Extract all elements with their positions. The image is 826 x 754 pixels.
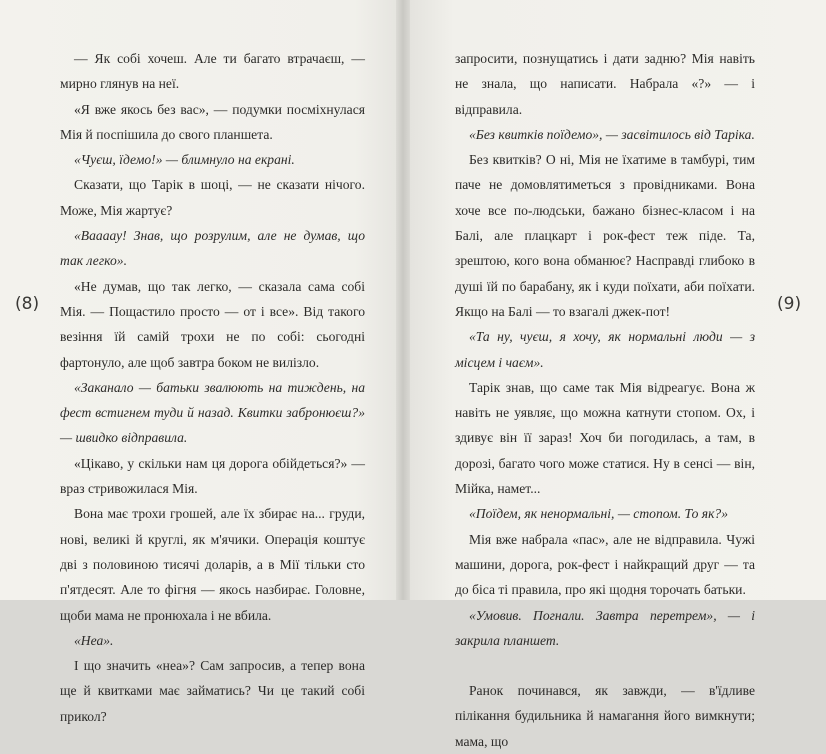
left-page (0, 0, 403, 724)
paragraph: Без квитків? О ні, Мія не їхатиме в тамбурі, тим паче не домовлятиметься з провідниками. Вона хоче все по-людськи, бажано бізнес-класом і на Балі, але плацкарт і рок-фест теж піде. Та, зрештою, кого вона обманює? Насправді глибоко в душі їй по барабану, як і куди поїхати, аби поїхати. Якщо на Балі — то взагалі джек-пот! (455, 152, 755, 319)
page-number-left: (8) (15, 294, 40, 314)
paragraph: Вона має трохи грошей, але їх збирає на... груди, нові, великі й круглі, як м'ячики. Операція коштує дві з половиною тисячі доларів, а в Мії тільки сто п'ятдесят. Але то фігня — якось назбирає. Головне, щоби мама не пронюхала і не вбила. (60, 506, 365, 623)
paragraph (60, 223, 365, 274)
chat-message: «Умовив. Погнали. Завтра перетрем», — і закрила планшет. (455, 607, 755, 648)
paragraph: «Не думав, що так легко, — сказала сама собі Мія. — Пощастило просто — от і все». Від такого везіння їй самій трохи не по собі: сьогодні фартонуло, але щоб завтра боком не вилізло. (60, 278, 365, 370)
chat-message: «Ваааау! Знав, що розрулим, але не думав, що так легко». (60, 228, 365, 269)
paragraph (455, 501, 755, 526)
paragraph (455, 122, 755, 147)
chat-message: «Заканало — батьки звалюють на тиждень, на фест встигнем туди й назад. Квитки забронюєш?» — швидко відправила. (60, 379, 365, 446)
paragraph: «Цікаво, у скільки нам ця дорога обійдеться?» — враз стривожилася Мія. (60, 455, 365, 497)
paragraph (455, 324, 755, 375)
paragraph: Сказати, що Тарік в шоці, — не сказати нічого. Може, Мія жартує? (60, 177, 365, 218)
paragraph: Ранок починався, як завжди, — в'їдливе пілікання будильника й намагання його вимкнути; мама, що (455, 683, 755, 749)
chat-message: «Чуєш, їдемо!» — блимнуло на екрані. (74, 152, 295, 168)
chat-message: «Та ну, чуєш, я хочу, як нормальні люди — з місцем і чаєм». (455, 329, 755, 370)
chat-message: «Поїдем, як ненормальні, — стопом. То як?» (469, 506, 729, 522)
right-page-text (455, 46, 755, 754)
chat-message: «Без квитків поїдемо», — засвітилось від Таріка. (469, 126, 755, 142)
paragraph: Мія вже набрала «пас», але не відправила. Чужі машини, дорога, рок-фест і найкращий друг — та до біса ті правила, про які щодня торочать батьки. (455, 531, 755, 598)
paragraph (60, 147, 365, 172)
right-page (403, 0, 826, 749)
paragraph: І що значить «неа»? Сам запросив, а тепер вона ще й квитками має займатись? Чи це такий собі прикол? (60, 658, 365, 724)
paragraph: «Я вже якось без вас», — подумки посміхнулася Мія й поспішила до свого планшета. (60, 101, 365, 142)
paragraph: Тарік знав, що саме так Мія відреагує. Вона ж навіть не уявляє, що можна катнути стопом. Ох, і здивує він її зараз! Хоч би погодилась, а там, в дорозі, багато чого може статися. Ну в сенсі — він, Мійка, намет... (455, 379, 755, 497)
paragraph: запросити, познущатись і дати задню? Мія навіть не знала, що написати. Набрала «?» — і відправила. (455, 51, 755, 117)
paragraph (60, 628, 365, 653)
paragraph (455, 603, 755, 654)
paragraph: — Як собі хочеш. Але ти багато втрачаєш, — мирно глянув на неї. (60, 51, 365, 92)
left-page-text (60, 46, 365, 729)
book-gutter (396, 0, 410, 600)
paragraph (60, 375, 365, 451)
page-number-right: (9) (777, 294, 802, 314)
chat-message: «Неа». (74, 632, 114, 648)
